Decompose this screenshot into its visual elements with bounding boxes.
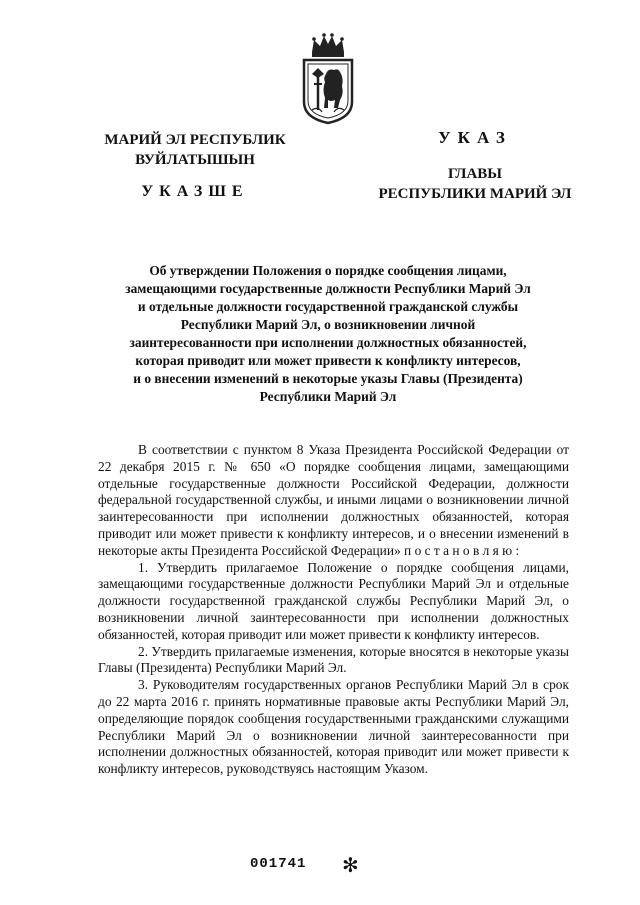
title-line: и отдельные должности государственной гражданской службы [137, 299, 519, 314]
header-left-line1: МАРИЙ ЭЛ РЕСПУБЛИК [104, 132, 286, 148]
body-paragraph-3: 3. Руководителям государственных органов Республики Марий Эл в срок до 22 марта 2016 г. принять нормативные правовые акты Республики Марий Эл, определяющие порядок сообщения государственными гражданскими служащими Республики Марий Эл о возникновении личной заинтересованности при исполнении должностных обязанностей, которая приводит или может привести к конфликту интересов, руководствуясь настоящим Указом. [98, 677, 569, 777]
body-paragraph-2: 2. Утвердить прилагаемые изменения, которые вносятся в некоторые указы Главы (Президента) Республики Марий Эл. [98, 643, 569, 676]
title-line: замещающими государственные должности Республики Марий Эл [125, 281, 531, 296]
decree-title [90, 262, 566, 406]
header-mari-side [90, 130, 300, 202]
header-russian-side [350, 128, 600, 204]
header-left-doc-type: УКАЗШЕ [141, 183, 249, 200]
body-paragraph-1: 1. Утвердить прилагаемое Положение о порядке сообщения лицами, замещающими государственные должности Республики Марий Эл и отдельные должности государственной гражданской службы Республики Марий Эл, о возникновении личной заинтересованности при исполнении должностных обязанностей, которая приводит или может привести к конфликту интересов. [98, 559, 569, 642]
title-line: Об утверждении Положения о порядке сообщения лицами, [149, 263, 507, 278]
header-right-line2: РЕСПУБЛИКИ МАРИЙ ЭЛ [378, 186, 572, 202]
title-line: Республики Марий Эл, о возникновении личной [180, 317, 476, 332]
document-number-block [250, 853, 410, 877]
header-left-line2: ВУЙЛАТЫШЫН [135, 152, 255, 168]
document-number: 001741 [250, 856, 307, 872]
coat-of-arms-icon [298, 30, 358, 125]
header-right-line1: ГЛАВЫ [447, 166, 503, 182]
body-paragraph-preamble: В соответствии с пунктом 8 Указа Президента Российской Федерации от 22 декабря 2015 г. № 650 «О порядке сообщения лицами, замещающими отдельные государственные должности Российской Федерации, должности федеральной государственной службы, и иными лицами о возникновении личной заинтересованности при исполнении должностных обязанностей, которая приводит или может привести к конфликту интересов, и о внесении изменений в некоторые акты Президента Российской Федерации» п о с т а н о в л я ю : [98, 442, 569, 558]
title-line: и о внесении изменений в некоторые указы Главы (Президента) [133, 371, 523, 386]
title-line: Республики Марий Эл [259, 389, 397, 404]
title-line: которая приводит или может привести к конфликту интересов, [135, 353, 521, 368]
title-line: заинтересованности при исполнении должностных обязанностей, [129, 335, 527, 350]
asterisk-mark: ✻ [342, 853, 360, 877]
header-right-doc-type: УКАЗ [438, 128, 512, 147]
decree-body [98, 442, 569, 778]
